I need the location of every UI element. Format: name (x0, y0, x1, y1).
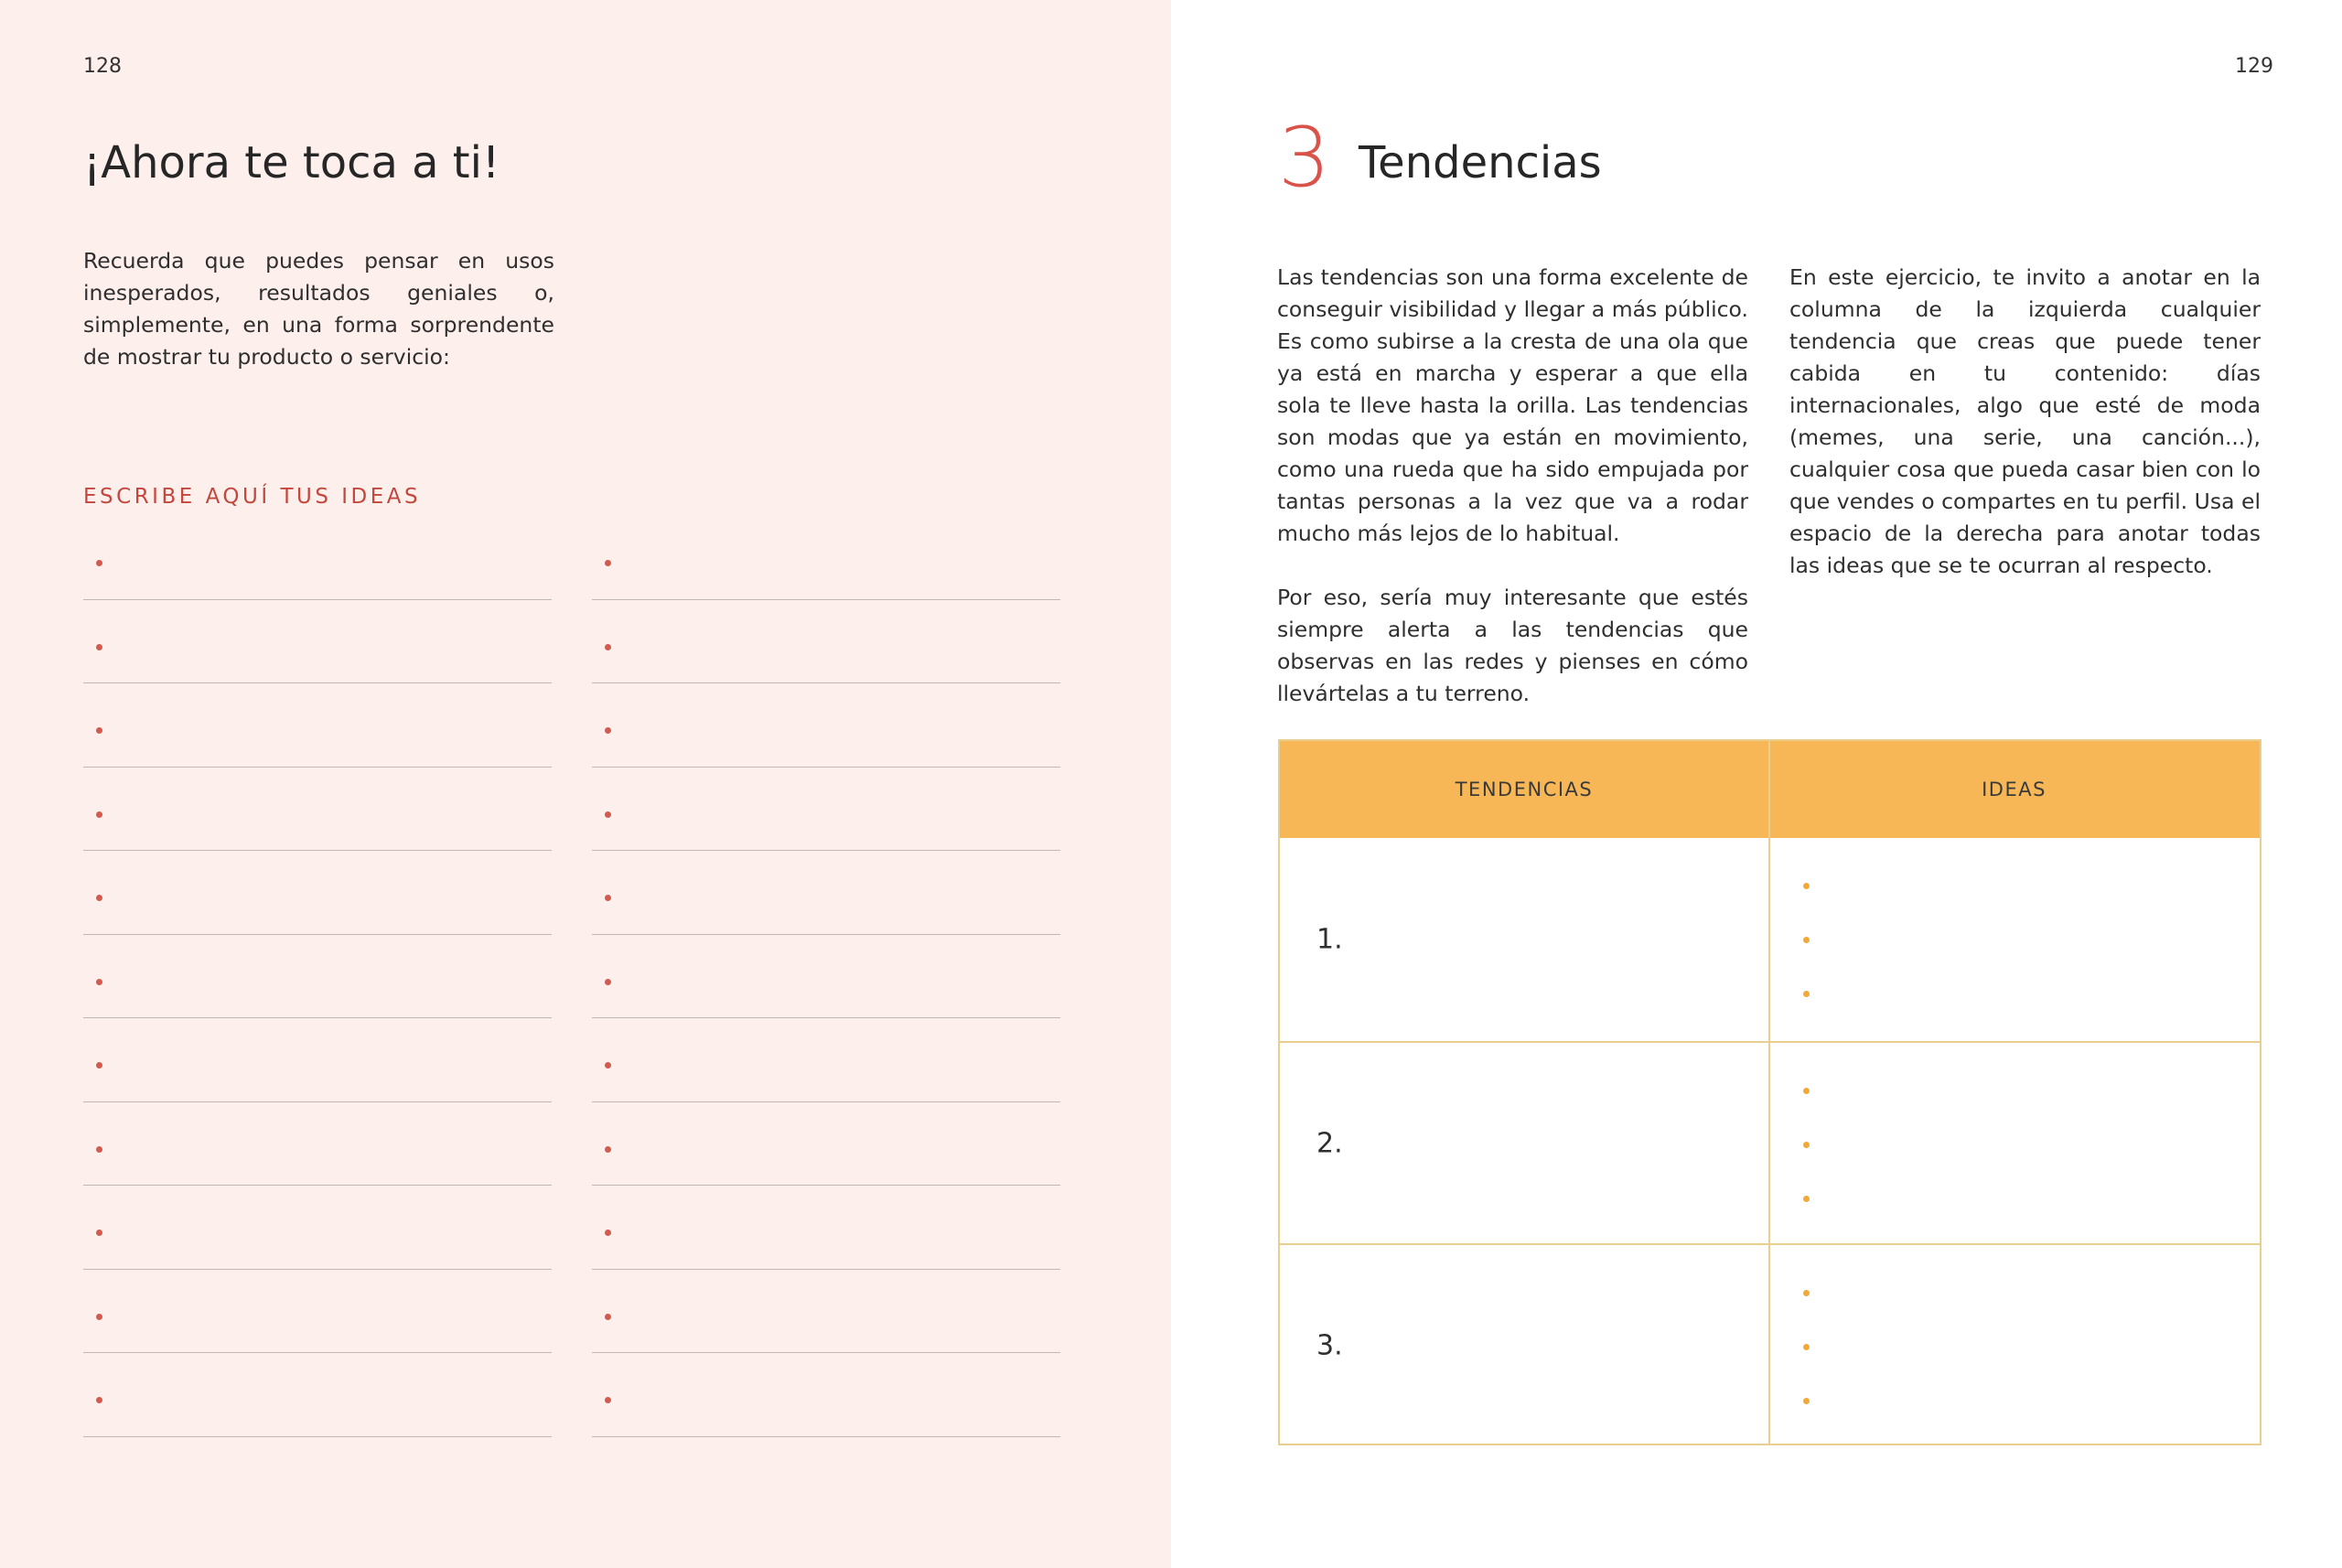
bullet-dot (605, 1062, 611, 1069)
bullet-dot (1803, 991, 1810, 997)
ideas-label: ESCRIBE AQUÍ TUS IDEAS (83, 485, 422, 509)
bullet-dot (1803, 1142, 1810, 1148)
paragraph-exercise: En este ejercicio, te invito a anotar en la columna de la izquierda cualquier tendencia que creas que puede tener cabida en tu contenido: días internacionales, algo que esté de moda (memes, una serie, una canción...), cualquier cosa que pueda casar bien con lo que vendes o compartes en tu perfil. Usa el espacio de la derecha para anotar todas las ideas que se te ocurran al respecto. (1789, 264, 2261, 578)
bullet-dot (605, 560, 611, 566)
idea-line[interactable] (592, 1270, 1060, 1354)
bullet-dot (605, 895, 611, 901)
bullet-dot (1803, 1398, 1810, 1404)
idea-line[interactable] (83, 768, 552, 852)
idea-line[interactable] (592, 1353, 1060, 1437)
idea-line[interactable] (83, 516, 552, 600)
page-number-right: 129 (2235, 55, 2273, 78)
bullet-dot (605, 1397, 611, 1403)
bullet-dot (1803, 937, 1810, 943)
idea-line[interactable] (592, 516, 1060, 600)
bullet-dot (1803, 883, 1810, 889)
page-number-left: 128 (83, 55, 122, 78)
idea-line[interactable] (592, 683, 1060, 768)
column-divider (1768, 741, 1770, 1444)
idea-line[interactable] (83, 1270, 552, 1354)
bullet-dot (1803, 1088, 1810, 1094)
idea-line[interactable] (83, 851, 552, 935)
bullet-dot (96, 1397, 102, 1403)
idea-line[interactable] (592, 1018, 1060, 1102)
bullet-dot (605, 1146, 611, 1153)
header-tendencias: TENDENCIAS (1455, 779, 1594, 800)
row-label: 1. (1316, 923, 1343, 956)
bullet-dot (605, 727, 611, 734)
idea-line[interactable] (83, 1353, 552, 1437)
idea-line[interactable] (592, 1102, 1060, 1187)
idea-column-left (83, 516, 552, 1437)
idea-line[interactable] (592, 935, 1060, 1019)
bullet-dot (96, 1230, 102, 1236)
bullet-dot (605, 644, 611, 650)
bullet-dot (96, 1146, 102, 1153)
chapter-title: Tendencias (1359, 137, 1602, 188)
row-label: 3. (1316, 1329, 1343, 1361)
idea-line[interactable] (83, 600, 552, 684)
bullet-dot (96, 895, 102, 901)
bullet-dot (1803, 1290, 1810, 1296)
idea-line[interactable] (592, 768, 1060, 852)
intro-text: Recuerda que puedes pensar en usos inesperados, resultados geniales o, simplemente, en una forma sorprendente de mostrar tu producto o servicio: (83, 248, 554, 370)
bullet-dot (605, 1230, 611, 1236)
right-page (1171, 0, 2342, 1568)
paragraph-alert: Por eso, sería muy interesante que estés siempre alerta a las tendencias que observas en las redes y pienses en cómo llevártelas a tu terreno. (1277, 585, 1748, 706)
bullet-dot (1803, 1196, 1810, 1202)
bullet-dot (96, 811, 102, 818)
idea-line[interactable] (83, 1018, 552, 1102)
idea-line[interactable] (592, 600, 1060, 684)
chapter-number: 3 (1278, 110, 1331, 206)
bullet-dot (96, 979, 102, 985)
bullet-dot (1803, 1344, 1810, 1350)
idea-line[interactable] (83, 1102, 552, 1187)
row-label: 2. (1316, 1127, 1343, 1159)
trends-table (1278, 739, 2261, 1445)
idea-line[interactable] (83, 935, 552, 1019)
bullet-dot (605, 1314, 611, 1320)
header-ideas: IDEAS (1982, 779, 2047, 800)
bullet-dot (96, 644, 102, 650)
idea-line[interactable] (592, 1186, 1060, 1270)
idea-line[interactable] (83, 683, 552, 768)
page-title-left: ¡Ahora te toca a ti! (83, 137, 500, 188)
bullet-dot (96, 727, 102, 734)
idea-column-right (592, 516, 1060, 1437)
bullet-dot (96, 1314, 102, 1320)
idea-line[interactable] (592, 851, 1060, 935)
bullet-dot (96, 1062, 102, 1069)
bullet-dot (96, 560, 102, 566)
bullet-dot (605, 811, 611, 818)
idea-line[interactable] (83, 1186, 552, 1270)
bullet-dot (605, 979, 611, 985)
paragraph-intro: Las tendencias son una forma excelente de conseguir visibilidad y llegar a más público. Es como subirse a la cresta de una ola que ya está en marcha y esperar a que ella sola te lleve hasta la orilla. Las tendencias son modas que ya están en movimiento, como una rueda que ha sido empujada por tantas personas a la vez que va a rodar mucho más lejos de lo habitual. (1277, 264, 1748, 546)
